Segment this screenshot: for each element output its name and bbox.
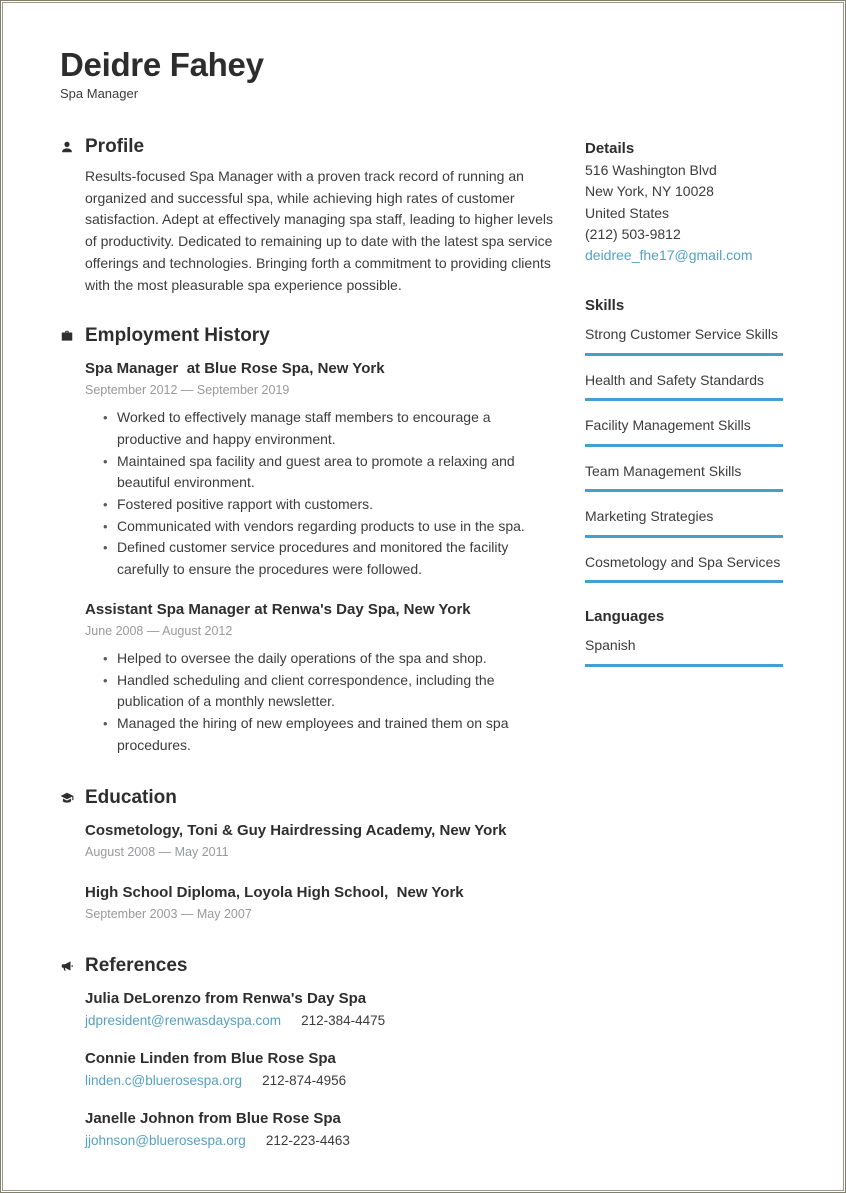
reference-phone: 212-223-4463 (265, 1133, 350, 1149)
resume-body (0, 101, 846, 1169)
profile-section-head (60, 135, 555, 159)
references-section (60, 954, 555, 1150)
employment-section-head (60, 324, 555, 348)
address-line-1: 516 Washington Blvd (585, 162, 717, 178)
job-bullet: • Fostered positive rapport with customers. (103, 494, 555, 516)
profile-heading: Profile (85, 136, 145, 157)
skills-block (585, 295, 783, 583)
job-bullet-list (103, 648, 555, 757)
reference-contact (85, 1072, 555, 1090)
resume-header (0, 0, 846, 101)
education-dates: September 2003 — May 2007 (85, 907, 252, 922)
job-title: Spa Manager at Blue Rose Spa, New York (85, 360, 385, 378)
job-title: Assistant Spa Manager at Renwa's Day Spa, New York (85, 600, 471, 618)
education-entry (85, 883, 555, 922)
skills-heading: Skills (585, 297, 625, 315)
languages-heading: Languages (585, 608, 665, 626)
job-bullet: • Defined customer service procedures and monitored the facility carefully to ensure the procedures were followed. (103, 537, 555, 580)
job-dates: September 2012 — September 2019 (85, 383, 290, 398)
skills-list (585, 324, 783, 583)
profile-summary: Results-focused Spa Manager with a proven track record of running an organized and successful spa, while achieving high rates of customer satisfaction. Adept at effectively managing spa staff, leading to higher levels of productivity. Dedicated to remaining up to date with the latest spa service offerings and technologies. Bringing forth a commitment to providing clients with the most pleasurable spa experience possible. (85, 168, 553, 293)
employment-heading: Employment History (85, 325, 270, 347)
job-bullet: • Communicated with vendors regarding products to use in the spa. (103, 516, 555, 538)
references-section-head (60, 954, 555, 978)
education-section (60, 786, 555, 922)
job-bullet: • Handled scheduling and client correspondence, including the publication of a monthly newsletter. (103, 670, 555, 713)
education-section-head (60, 786, 555, 810)
person-job-title: Spa Manager (60, 86, 139, 101)
education-title: Cosmetology, Toni & Guy Hairdressing Academy, New York (85, 822, 507, 840)
reference-contact (85, 1132, 555, 1150)
reference-contact (85, 1012, 555, 1030)
skill-item: Facility Management Skills (585, 415, 783, 447)
job-bullet: • Worked to effectively manage staff members to encourage a productive and happy environment. (103, 407, 555, 450)
reference-phone: 212-874-4956 (262, 1073, 347, 1089)
job-bullet: • Managed the hiring of new employees and trained them on spa procedures. (103, 713, 555, 756)
details-block (585, 138, 783, 266)
skill-item: Strong Customer Service Skills (585, 324, 783, 356)
skill-item: Team Management Skills (585, 461, 783, 493)
briefcase-icon (60, 329, 74, 343)
sidebar-column (585, 135, 783, 1169)
job-bullet-list (103, 407, 555, 581)
job-bullet: • Maintained spa facility and guest area to promote a relaxing and beautiful environment. (103, 451, 555, 494)
job-bullet: • Helped to oversee the daily operations of the spa and shop. (103, 648, 555, 670)
job-dates: June 2008 — August 2012 (85, 623, 233, 638)
reference-name: Janelle Johnon from Blue Rose Spa (85, 1110, 341, 1128)
address-line-2: New York, NY 10028 (585, 183, 714, 200)
reference-entry (85, 1109, 555, 1150)
reference-email-link[interactable]: jdpresident@renwasdayspa.com (85, 1013, 282, 1029)
languages-list (585, 635, 783, 667)
profile-section (60, 135, 555, 296)
main-column (60, 135, 555, 1169)
graduation-cap-icon (60, 791, 74, 805)
person-icon (60, 140, 74, 154)
education-heading: Education (85, 787, 177, 809)
skill-item: Marketing Strategies (585, 506, 783, 538)
education-dates: August 2008 — May 2011 (85, 845, 229, 860)
language-item: Spanish (585, 635, 783, 667)
references-heading: References (85, 955, 188, 977)
details-heading: Details (585, 140, 635, 157)
phone-number: (212) 503-9812 (585, 225, 681, 242)
reference-email-link[interactable]: linden.c@bluerosespa.org (85, 1073, 243, 1089)
education-entry (85, 821, 555, 860)
skill-item: Cosmetology and Spa Services (585, 552, 783, 584)
education-title: High School Diploma, Loyola High School, New York (85, 884, 464, 902)
reference-phone: 212-384-4475 (301, 1013, 386, 1029)
skill-item: Health and Safety Standards (585, 370, 783, 402)
email-link[interactable]: deidree_fhe17@gmail.com (585, 247, 753, 264)
employment-section (60, 324, 555, 756)
job-entry (85, 359, 555, 581)
reference-entry (85, 989, 555, 1030)
person-name: Deidre Fahey (60, 46, 264, 83)
reference-email-link[interactable]: jjohnson@bluerosespa.org (85, 1133, 246, 1149)
reference-entry (85, 1049, 555, 1090)
reference-name: Connie Linden from Blue Rose Spa (85, 1050, 336, 1068)
job-entry (85, 600, 555, 757)
address-country: United States (585, 204, 670, 221)
megaphone-icon (60, 959, 74, 973)
reference-name: Julia DeLorenzo from Renwa's Day Spa (85, 990, 367, 1008)
languages-block (585, 606, 783, 667)
